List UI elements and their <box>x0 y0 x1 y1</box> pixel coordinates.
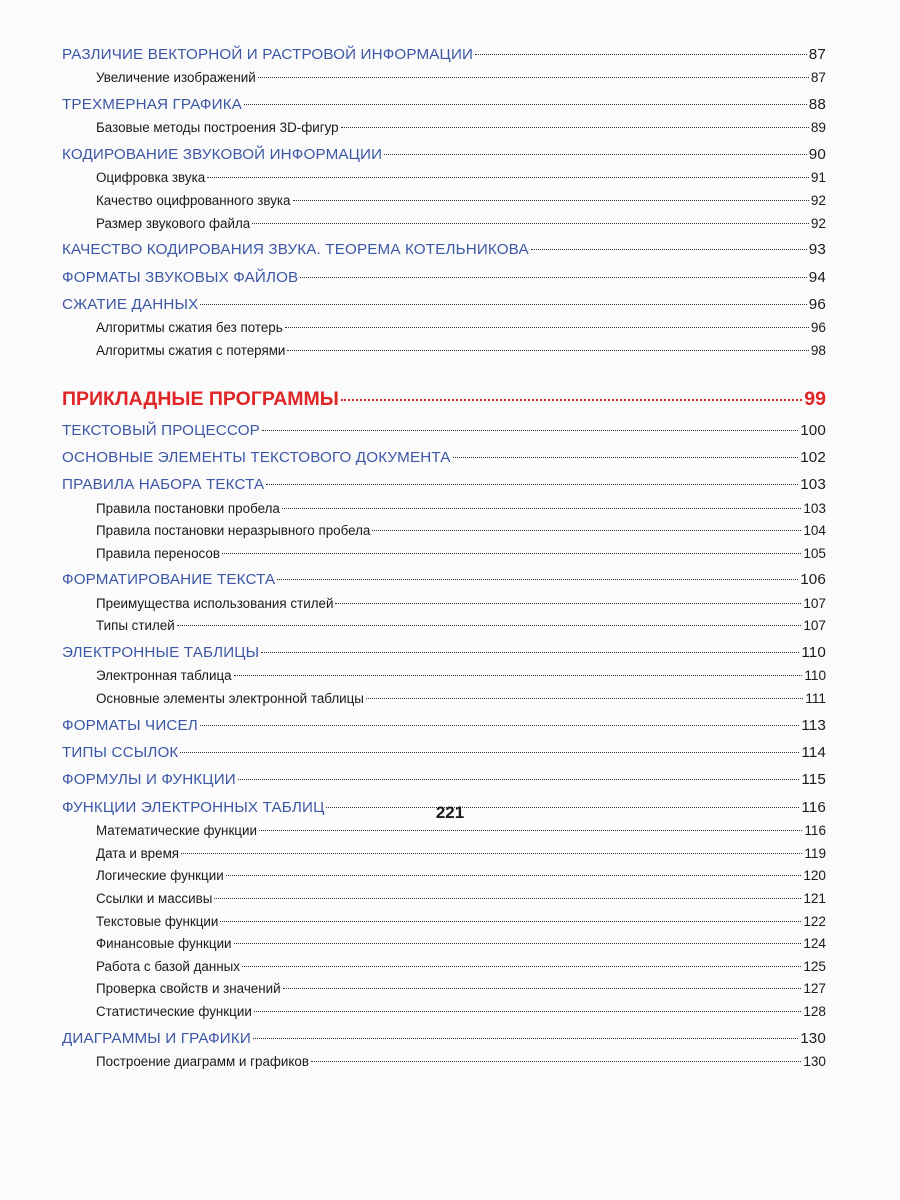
toc-section <box>62 714 826 738</box>
toc-title: Базовые методы построения 3D-фигур <box>96 120 339 136</box>
toc-section <box>62 43 826 67</box>
dot-leader <box>453 457 799 458</box>
toc-title: КАЧЕСТВО КОДИРОВАНИЯ ЗВУКА. ТЕОРЕМА КОТЕЛЬНИКОВА <box>62 241 529 259</box>
toc-title: Ссылки и массивы <box>96 890 213 906</box>
toc-title: Правила постановки неразрывного пробела <box>96 523 371 539</box>
toc-title: ФОРМАТИРОВАНИЕ ТЕКСТА <box>62 571 276 589</box>
toc-title: Электронная таблица <box>96 668 232 684</box>
toc-title: Финансовые функции <box>96 936 232 952</box>
dot-leader <box>293 200 809 201</box>
toc-page-number: 91 <box>810 170 826 186</box>
toc-subsection <box>62 615 826 638</box>
toc-section <box>62 143 826 167</box>
dot-leader <box>220 921 801 922</box>
toc-subsection <box>62 978 826 1001</box>
toc-page-number: 103 <box>803 500 826 516</box>
toc-subsection <box>62 520 826 543</box>
toc-page-number: 130 <box>803 1053 826 1069</box>
toc-subsection <box>62 1051 826 1074</box>
toc-title: ФОРМУЛЫ И ФУНКЦИИ <box>62 771 236 789</box>
toc-title: Статистические функции <box>96 1003 252 1019</box>
page-number: 221 <box>435 803 465 822</box>
toc-title: РАЗЛИЧИЕ ВЕКТОРНОЙ И РАСТРОВОЙ ИНФОРМАЦИИ <box>62 46 474 63</box>
toc-page-number: 115 <box>801 771 826 789</box>
dot-leader <box>261 652 799 653</box>
toc-title: Алгоритмы сжатия без потерь <box>96 320 283 336</box>
dot-leader <box>214 898 801 899</box>
toc-subsection <box>62 820 826 843</box>
toc-page-number: 94 <box>808 268 826 286</box>
toc-section <box>62 1027 826 1051</box>
toc-page-number: 88 <box>808 95 826 113</box>
dot-leader <box>384 154 807 155</box>
toc-subsection <box>62 117 826 140</box>
toc-title: Правила постановки пробела <box>96 500 280 516</box>
toc-subsection <box>62 911 826 934</box>
toc-title: Размер звукового файла <box>96 215 251 231</box>
toc-subsection <box>62 888 826 911</box>
toc-title: ФУНКЦИИ ЭЛЕКТРОННЫХ ТАБЛИЦ <box>62 798 325 816</box>
toc-subsection <box>62 843 826 866</box>
toc-page-number: 114 <box>801 744 826 761</box>
toc-title: ОСНОВНЫЕ ЭЛЕМЕНТЫ ТЕКСТОВОГО ДОКУМЕНТА <box>62 448 451 466</box>
dot-leader <box>259 830 802 831</box>
toc-page-number: 119 <box>804 845 826 861</box>
toc-page-number: 125 <box>803 958 826 974</box>
toc-page-number: 107 <box>803 618 826 634</box>
dot-leader <box>253 1038 798 1039</box>
toc-page-number: 96 <box>810 320 826 336</box>
dot-leader <box>341 399 802 401</box>
toc-page-number: 92 <box>810 215 826 231</box>
dot-leader <box>234 943 802 944</box>
dot-leader <box>285 327 809 328</box>
toc-title: Алгоритмы сжатия с потерями <box>96 342 286 358</box>
toc-section <box>62 768 826 792</box>
toc-title: ПРИКЛАДНЫЕ ПРОГРАММЫ <box>62 387 339 410</box>
toc-subsection <box>62 340 826 363</box>
dot-leader <box>266 484 798 485</box>
toc-title: ДИАГРАММЫ И ГРАФИКИ <box>62 1029 251 1047</box>
dot-leader <box>234 675 803 676</box>
toc-title: Качество оцифрованного звука <box>96 192 291 208</box>
dot-leader <box>475 54 807 55</box>
toc-title: Типы стилей <box>96 618 175 634</box>
toc-page-number: 110 <box>804 668 826 684</box>
toc-page-number: 92 <box>810 192 826 208</box>
toc-subsection <box>62 543 826 566</box>
toc-subsection <box>62 956 826 979</box>
toc-page-number: 102 <box>800 448 826 466</box>
toc-section <box>62 741 826 765</box>
toc-subsection <box>62 213 826 236</box>
toc-title: Проверка свойств и значений <box>96 981 281 997</box>
toc-subsection <box>62 498 826 521</box>
toc-page-number: 127 <box>803 981 826 997</box>
toc-subsection <box>62 190 826 213</box>
dot-leader <box>181 853 802 854</box>
toc-section <box>62 93 826 117</box>
toc-page-number: 116 <box>801 798 826 816</box>
toc-title: ТЕКСТОВЫЙ ПРОЦЕССОР <box>62 421 260 439</box>
toc-subsection <box>62 67 826 90</box>
toc-section <box>62 473 826 497</box>
toc-part-heading <box>62 382 826 416</box>
toc-title: СЖАТИЕ ДАННЫХ <box>62 295 199 313</box>
toc-page-number: 121 <box>803 890 826 906</box>
dot-leader <box>531 249 807 250</box>
toc-subsection <box>62 865 826 888</box>
toc-page-number: 87 <box>810 70 826 86</box>
toc-subsection <box>62 933 826 956</box>
toc-subsection <box>62 317 826 340</box>
dot-leader <box>277 579 798 580</box>
toc-page-number: 128 <box>803 1003 826 1019</box>
dot-leader <box>300 277 806 278</box>
toc-page-number: 104 <box>803 523 826 539</box>
table-of-contents <box>62 40 826 1074</box>
dot-leader <box>311 1061 801 1062</box>
toc-title: Работа с базой данных <box>96 958 240 974</box>
dot-leader <box>341 127 809 128</box>
dot-leader <box>222 553 801 554</box>
toc-page-number: 111 <box>805 691 826 707</box>
dot-leader <box>262 430 798 431</box>
toc-section <box>62 238 826 262</box>
toc-section <box>62 419 826 443</box>
toc-title: Математические функции <box>96 823 257 839</box>
toc-page-number: 99 <box>804 387 826 410</box>
toc-title: Увеличение изображений <box>96 70 256 86</box>
toc-page-number: 87 <box>808 46 826 63</box>
toc-title: Оцифровка звука <box>96 170 206 186</box>
toc-page-number: 90 <box>808 145 826 163</box>
dot-leader <box>200 725 799 726</box>
toc-section <box>62 446 826 470</box>
toc-subsection <box>62 167 826 190</box>
toc-title: Построение диаграмм и графиков <box>96 1053 309 1069</box>
toc-page-number: 98 <box>810 342 826 358</box>
dot-leader <box>252 223 809 224</box>
toc-title: ПРАВИЛА НАБОРА ТЕКСТА <box>62 476 265 494</box>
toc-subsection <box>62 688 826 711</box>
toc-title: Текстовые функции <box>96 913 219 929</box>
toc-section <box>62 293 826 317</box>
toc-title: Преимущества использования стилей <box>96 595 334 611</box>
dot-leader <box>366 698 803 699</box>
dot-leader <box>335 603 801 604</box>
dot-leader <box>207 177 809 178</box>
toc-title: ФОРМАТЫ ЧИСЕЛ <box>62 716 198 734</box>
toc-title: Правила переносов <box>96 545 220 561</box>
dot-leader <box>258 77 809 78</box>
toc-title: ФОРМАТЫ ЗВУКОВЫХ ФАЙЛОВ <box>62 268 299 286</box>
dot-leader <box>372 530 801 531</box>
toc-page-number: 105 <box>803 545 826 561</box>
toc-page-number: 103 <box>800 476 826 494</box>
toc-page-number: 130 <box>800 1029 826 1047</box>
toc-section <box>62 266 826 290</box>
dot-leader <box>282 508 801 509</box>
toc-page-number: 120 <box>803 868 826 884</box>
dot-leader <box>244 104 807 105</box>
toc-subsection <box>62 593 826 616</box>
toc-subsection <box>62 1001 826 1024</box>
dot-leader <box>238 779 800 780</box>
dot-leader <box>180 752 799 753</box>
dot-leader <box>226 875 802 876</box>
toc-section <box>62 641 826 665</box>
dot-leader <box>200 304 806 305</box>
toc-title: ЭЛЕКТРОННЫЕ ТАБЛИЦЫ <box>62 644 260 662</box>
toc-page-number: 116 <box>804 823 826 839</box>
toc-title: Дата и время <box>96 845 180 861</box>
toc-page-number: 100 <box>800 421 826 439</box>
dot-leader <box>242 966 801 967</box>
toc-page-number: 96 <box>808 295 826 313</box>
toc-page-number: 107 <box>803 595 826 611</box>
toc-subsection <box>62 665 826 688</box>
toc-section <box>62 568 826 592</box>
toc-title: ТРЕХМЕРНАЯ ГРАФИКА <box>62 95 242 113</box>
toc-page-number: 110 <box>801 644 826 662</box>
toc-title: Логические функции <box>96 868 224 884</box>
dot-leader <box>287 350 808 351</box>
toc-page-number: 93 <box>808 241 826 259</box>
toc-page-number: 113 <box>801 716 826 734</box>
toc-page-number: 89 <box>810 120 826 136</box>
dot-leader <box>254 1011 802 1012</box>
dot-leader <box>177 625 802 626</box>
dot-leader <box>283 988 802 989</box>
toc-page-number: 106 <box>800 571 826 589</box>
toc-title: ТИПЫ ССЫЛОК <box>62 744 179 761</box>
toc-title: КОДИРОВАНИЕ ЗВУКОВОЙ ИНФОРМАЦИИ <box>62 145 383 163</box>
toc-page-number: 124 <box>803 936 826 952</box>
toc-page-number: 122 <box>803 913 826 929</box>
toc-title: Основные элементы электронной таблицы <box>96 691 364 707</box>
